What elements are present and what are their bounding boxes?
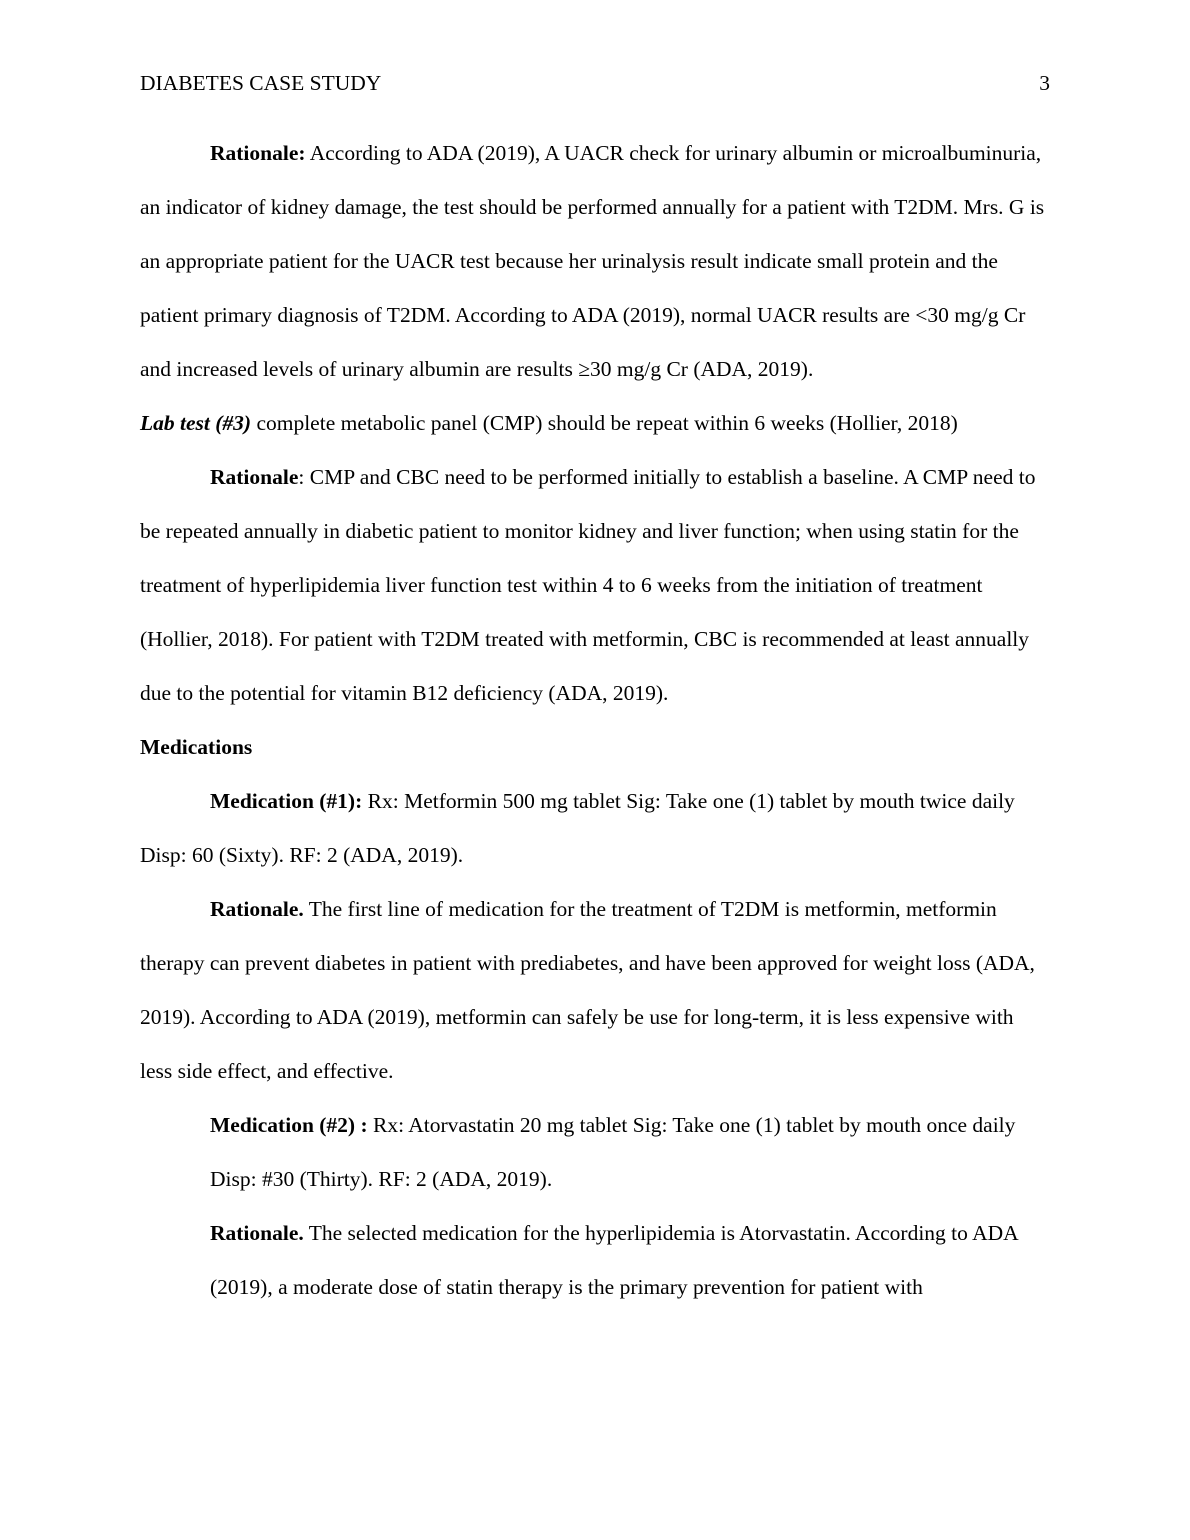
page-number: 3 xyxy=(1039,71,1050,95)
medication-label: Medication (#2) : xyxy=(210,1113,368,1137)
paragraph-uacr-rationale xyxy=(140,126,1050,396)
paragraph-text: The selected medication for the hyperlipidemia is Atorvastatin. According to ADA (2019), a moderate dose of statin therapy is the primary prevention for patient with xyxy=(210,1221,1018,1299)
paragraph-lab-test-3 xyxy=(140,396,1050,450)
paragraph-medication-2 xyxy=(140,1098,1050,1206)
paragraph-text: : CMP and CBC need to be performed initially to establish a baseline. A CMP need to be repeated annually in diabetic patient to monitor kidney and liver function; when using statin for the treatment of hyperlipidemia liver function test within 4 to 6 weeks from the initiation of treatment (Hollier, 2018). For patient with T2DM treated with metformin, CBC is recommended at least annually due to the potential for vitamin B12 deficiency (ADA, 2019). xyxy=(140,465,1036,705)
paragraph-text: complete metabolic panel (CMP) should be repeat within 6 weeks (Hollier, 2018) xyxy=(251,411,958,435)
paragraph-text: The first line of medication for the treatment of T2DM is metformin, metformin therapy can prevent diabetes in patient with prediabetes, and have been approved for weight loss (ADA, 2019). According to ADA (2019), metformin can safely be use for long-term, it is less expensive with less side effect, and effective. xyxy=(140,897,1035,1083)
document-body xyxy=(140,126,1050,1314)
rationale-label: Rationale. xyxy=(210,897,304,921)
running-head: DIABETES CASE STUDY xyxy=(140,71,382,95)
paragraph-medication-1 xyxy=(140,774,1050,882)
paragraph-atorvastatin-rationale xyxy=(140,1206,1050,1314)
paragraph-text: Rx: Metformin 500 mg tablet Sig: Take one (1) tablet by mouth twice daily Disp: 60 (Sixty). RF: 2 (ADA, 2019). xyxy=(140,789,1015,867)
section-heading-medications: Medications xyxy=(140,735,253,759)
medication-label: Medication (#1): xyxy=(210,789,363,813)
rationale-label: Rationale xyxy=(210,465,299,489)
rationale-label: Rationale: xyxy=(210,141,306,165)
paragraph-metformin-rationale xyxy=(140,882,1050,1098)
page-header xyxy=(140,68,1050,98)
rationale-label: Rationale. xyxy=(210,1221,304,1245)
paragraph-cmp-rationale xyxy=(140,450,1050,720)
lab-test-label: Lab test (#3) xyxy=(140,411,252,435)
paragraph-text: According to ADA (2019), A UACR check for urinary albumin or microalbuminuria, an indicator of kidney damage, the test should be performed annually for a patient with T2DM. Mrs. G is an appropriate patient for the UACR test because her urinalysis result indicate small protein and the patient primary diagnosis of T2DM. According to ADA (2019), normal UACR results are <30 mg/g Cr and increased levels of urinary albumin are results ≥30 mg/g Cr (ADA, 2019). xyxy=(140,141,1045,381)
paragraph-text: Rx: Atorvastatin 20 mg tablet Sig: Take one (1) tablet by mouth once daily Disp: #30 (Thirty). RF: 2 (ADA, 2019). xyxy=(210,1113,1016,1191)
